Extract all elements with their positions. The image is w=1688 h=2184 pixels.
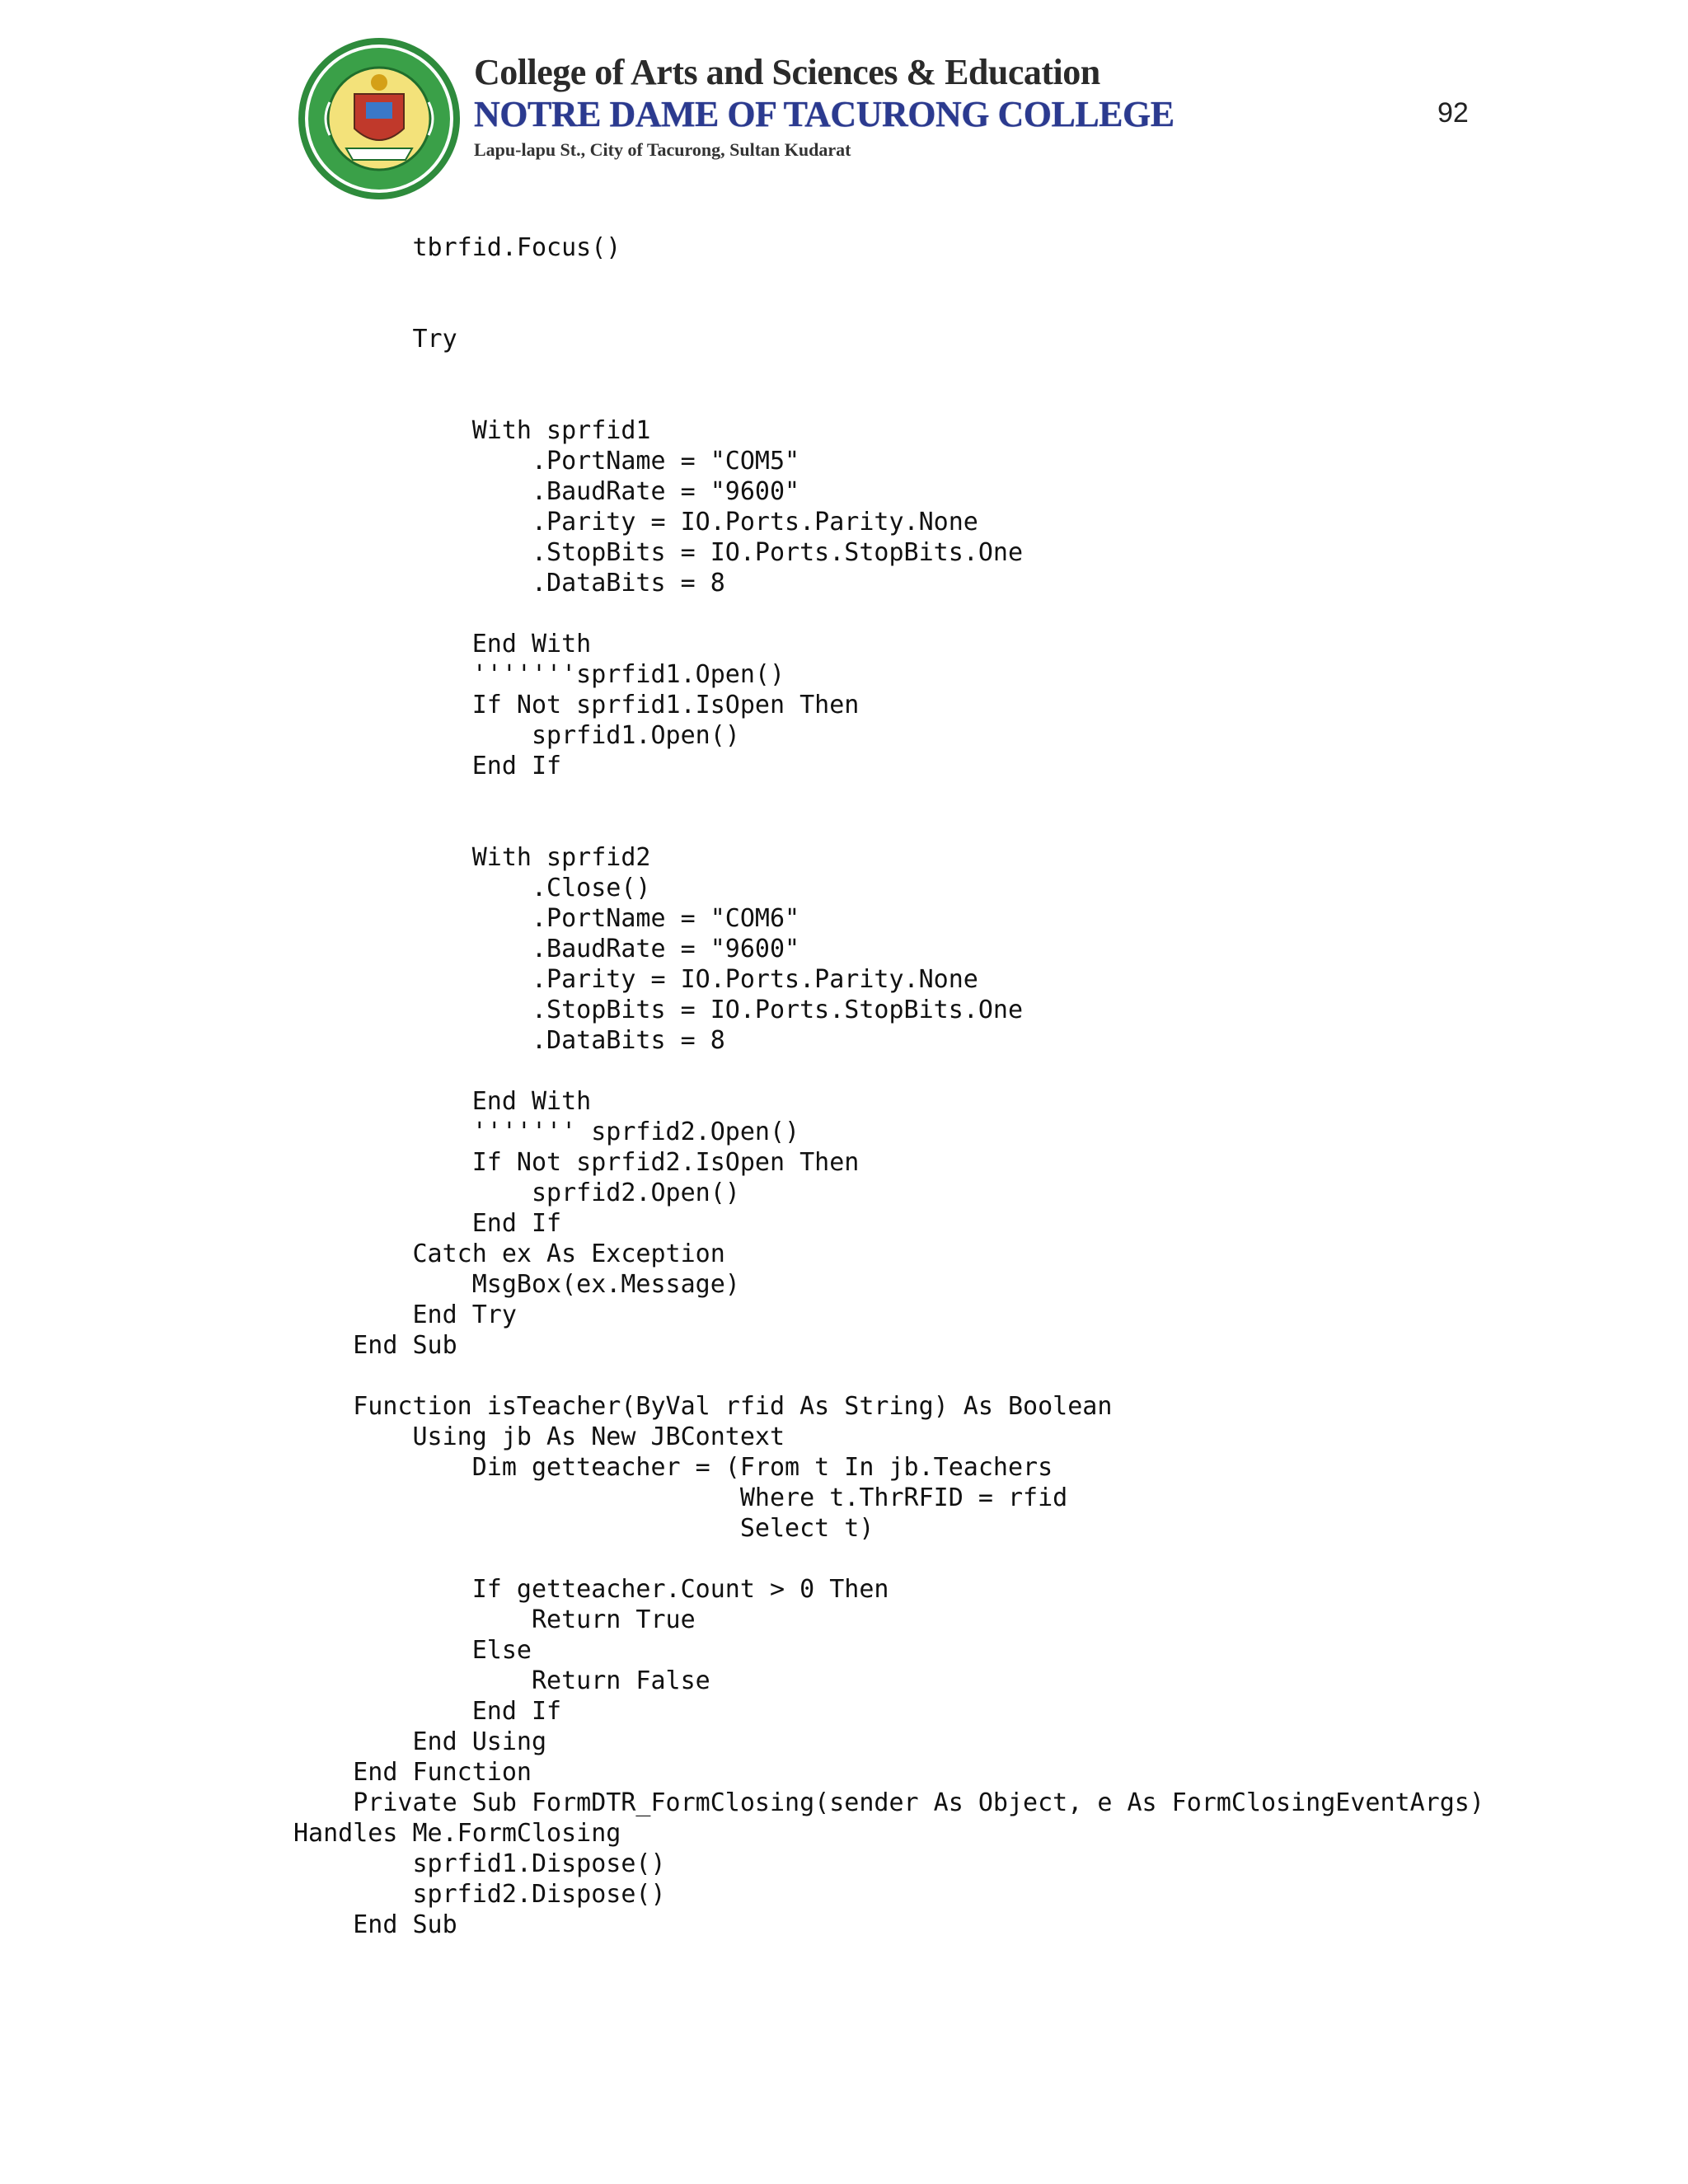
code-line: '''''''sprfid1.Open() — [293, 660, 785, 689]
code-line: With sprfid1 — [293, 416, 651, 445]
code-listing — [293, 232, 1484, 1940]
code-line: .StopBits = IO.Ports.StopBits.One — [293, 996, 1024, 1024]
code-line: Where t.ThrRFID = rfid — [293, 1483, 1068, 1512]
college-header-text — [474, 51, 1175, 165]
code-line: .BaudRate = "9600" — [293, 935, 800, 963]
code-line: Private Sub FormDTR_FormClosing(sender As Object, e As FormClosingEventArgs) — [293, 1788, 1484, 1817]
code-line: Return False — [293, 1666, 710, 1695]
code-line: .BaudRate = "9600" — [293, 477, 800, 506]
code-line: End If — [293, 1697, 562, 1726]
code-line: If Not sprfid1.IsOpen Then — [293, 691, 860, 719]
code-line: .PortName = "COM6" — [293, 904, 800, 933]
code-line: If getteacher.Count > 0 Then — [293, 1575, 889, 1604]
code-line: End Sub — [293, 1910, 457, 1939]
code-line: sprfid2.Open() — [293, 1179, 740, 1207]
code-line: End Sub — [293, 1331, 457, 1360]
college-address: Lapu-lapu St., City of Tacurong, Sultan Kudarat — [474, 139, 851, 160]
code-line: sprfid2.Dispose() — [293, 1880, 666, 1909]
code-line: .PortName = "COM5" — [293, 447, 800, 476]
code-line — [293, 1056, 1484, 1086]
code-line: Catch ex As Exception — [293, 1240, 725, 1268]
code-line: .DataBits = 8 — [293, 1026, 725, 1055]
code-line: .Parity = IO.Ports.Parity.None — [293, 508, 978, 537]
code-line: End With — [293, 1087, 592, 1116]
code-line — [293, 1544, 1484, 1574]
code-line — [293, 385, 1484, 415]
page-number: 92 — [1437, 97, 1469, 129]
code-line: End If — [293, 752, 562, 780]
college-department: College of Arts and Sciences & Education — [474, 52, 1100, 92]
code-line: .DataBits = 8 — [293, 569, 725, 598]
code-line: Handles Me.FormClosing — [293, 1819, 621, 1848]
college-name: NOTRE DAME OF TACURONG COLLEGE — [474, 94, 1175, 134]
code-line: If Not sprfid2.IsOpen Then — [293, 1148, 860, 1177]
code-line: End Using — [293, 1727, 547, 1756]
code-line — [293, 293, 1484, 324]
code-line: Dim getteacher = (From t In jb.Teachers — [293, 1453, 1053, 1482]
code-line: Return True — [293, 1605, 696, 1634]
code-line: End If — [293, 1209, 562, 1238]
code-line: tbrfid.Focus() — [293, 233, 621, 262]
code-line: Else — [293, 1636, 532, 1665]
code-line: MsgBox(ex.Message) — [293, 1270, 740, 1299]
code-line — [293, 1361, 1484, 1391]
code-line: Try — [293, 325, 457, 354]
code-line — [293, 781, 1484, 812]
code-line: .Close() — [293, 874, 651, 902]
code-line: Function isTeacher(ByVal rfid As String) As Boolean — [293, 1392, 1113, 1421]
code-line: ''''''' sprfid2.Open() — [293, 1118, 800, 1146]
college-seal-logo — [297, 36, 462, 201]
code-line: End Try — [293, 1301, 517, 1329]
college-header — [297, 36, 1175, 209]
code-line: Using jb As New JBContext — [293, 1422, 785, 1451]
code-line: With sprfid2 — [293, 843, 651, 872]
code-line: Select t) — [293, 1514, 874, 1543]
code-line: End Function — [293, 1758, 532, 1787]
code-line — [293, 812, 1484, 842]
code-line — [293, 354, 1484, 385]
code-line — [293, 598, 1484, 629]
code-line: .Parity = IO.Ports.Parity.None — [293, 965, 978, 994]
code-line: End With — [293, 630, 592, 658]
code-line: sprfid1.Dispose() — [293, 1849, 666, 1878]
code-line — [293, 263, 1484, 293]
code-line: .StopBits = IO.Ports.StopBits.One — [293, 538, 1024, 567]
code-line: sprfid1.Open() — [293, 721, 740, 750]
